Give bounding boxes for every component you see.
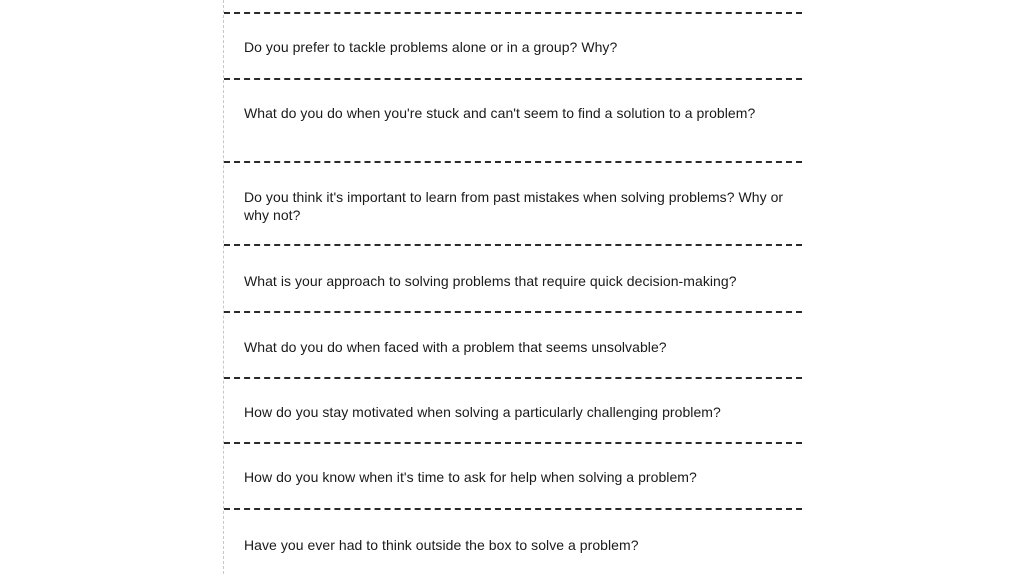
question-3: Do you think it's important to learn from past mistakes when solving problems? Why or why not?: [244, 189, 784, 223]
question-8: Have you ever had to think outside the box to solve a problem?: [244, 537, 639, 553]
divider: [224, 78, 802, 80]
question-5: What do you do when faced with a problem that seems unsolvable?: [244, 339, 667, 355]
question-6: How do you stay motivated when solving a particularly challenging problem?: [244, 404, 721, 420]
question-1: Do you prefer to tackle problems alone or in a group? Why?: [244, 39, 618, 55]
divider: [224, 442, 802, 444]
question-sheet: [223, 0, 801, 574]
divider: [224, 244, 802, 246]
question-2: What do you do when you're stuck and can't seem to find a solution to a problem?: [244, 105, 756, 121]
divider: [224, 161, 802, 163]
question-7: How do you know when it's time to ask for help when solving a problem?: [244, 469, 697, 485]
divider: [224, 377, 802, 379]
divider: [224, 12, 802, 14]
divider: [224, 508, 802, 510]
question-4: What is your approach to solving problems that require quick decision-making?: [244, 273, 737, 289]
divider: [224, 311, 802, 313]
